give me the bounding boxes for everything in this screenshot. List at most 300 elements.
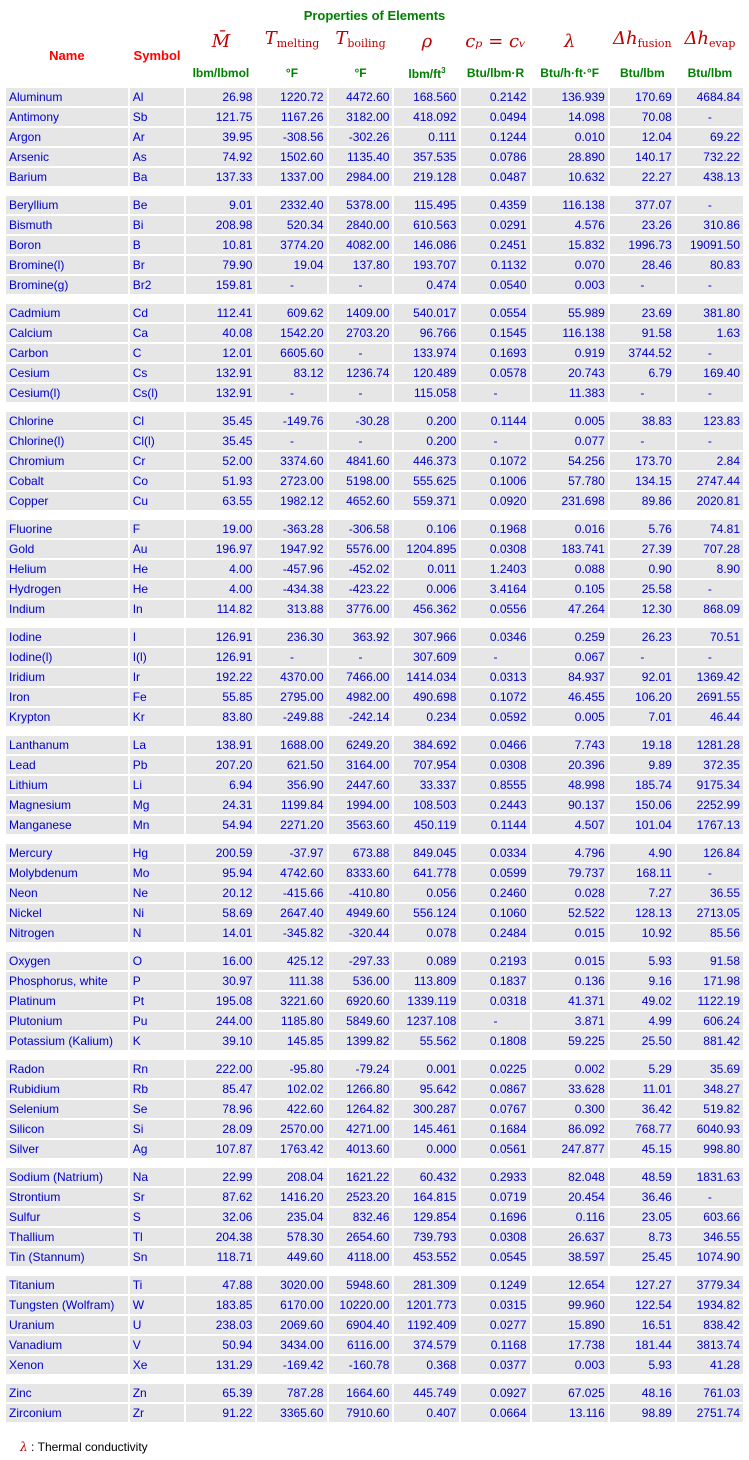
- table-row: [6, 1316, 743, 1334]
- table-row: [6, 708, 743, 726]
- cell-density: 453.552: [394, 1248, 459, 1266]
- cell-t-boiling: 673.88: [329, 844, 393, 862]
- cell-specific-heat: 0.1132: [461, 256, 529, 274]
- group-separator-cell: [6, 944, 743, 950]
- cell-name: Plutonium: [6, 1012, 128, 1030]
- cell-symbol: Cu: [130, 492, 185, 510]
- cell-t-melting: 422.60: [257, 1100, 326, 1118]
- cell-density: 540.017: [394, 304, 459, 322]
- cell-h-evap: 1369.42: [677, 668, 743, 686]
- cell-thermal-conductivity: 0.016: [532, 520, 608, 538]
- table-row: [6, 492, 743, 510]
- cell-thermal-conductivity: 3.871: [532, 1012, 608, 1030]
- cell-density: 0.056: [394, 884, 459, 902]
- header-t-boiling-symbol: T: [335, 28, 348, 49]
- header-h-evap-sub: evap: [709, 37, 736, 50]
- cell-symbol: Pu: [130, 1012, 185, 1030]
- cell-specific-heat: 0.0545: [461, 1248, 529, 1266]
- cell-symbol: Sr: [130, 1188, 185, 1206]
- cell-density: 0.407: [394, 1404, 459, 1422]
- cell-h-evap: 1767.13: [677, 816, 743, 834]
- cell-t-melting: 2647.40: [257, 904, 326, 922]
- cell-specific-heat: 0.0277: [461, 1316, 529, 1334]
- cell-thermal-conductivity: 0.028: [532, 884, 608, 902]
- cell-molar-mass: 14.01: [186, 924, 255, 942]
- cell-h-fusion: 0.90: [610, 560, 675, 578]
- header-h-evap-symbol: Δh: [684, 28, 710, 49]
- cell-specific-heat: 0.0767: [461, 1100, 529, 1118]
- cell-h-fusion: 106.20: [610, 688, 675, 706]
- cell-t-boiling: 4472.60: [329, 88, 393, 106]
- cell-t-melting: 3774.20: [257, 236, 326, 254]
- table-row: [6, 384, 743, 402]
- cell-name: Bismuth: [6, 216, 128, 234]
- cell-h-evap: 603.66: [677, 1208, 743, 1226]
- table-row: [6, 1060, 743, 1078]
- cell-h-fusion: 48.59: [610, 1168, 675, 1186]
- cell-thermal-conductivity: 17.738: [532, 1336, 608, 1354]
- cell-thermal-conductivity: 0.105: [532, 580, 608, 598]
- cell-h-evap: 3813.74: [677, 1336, 743, 1354]
- cell-density: 300.287: [394, 1100, 459, 1118]
- cell-t-boiling: 4841.60: [329, 452, 393, 470]
- cell-name: Platinum: [6, 992, 128, 1010]
- cell-molar-mass: 55.85: [186, 688, 255, 706]
- cell-molar-mass: 238.03: [186, 1316, 255, 1334]
- cell-molar-mass: 20.12: [186, 884, 255, 902]
- cell-t-melting: 1688.00: [257, 736, 326, 754]
- cell-specific-heat: 0.0346: [461, 628, 529, 646]
- cell-thermal-conductivity: 86.092: [532, 1120, 608, 1138]
- cell-h-evap: 438.13: [677, 168, 743, 186]
- cell-symbol: Kr: [130, 708, 185, 726]
- cell-molar-mass: 107.87: [186, 1140, 255, 1158]
- cell-thermal-conductivity: 4.576: [532, 216, 608, 234]
- cell-symbol: Mg: [130, 796, 185, 814]
- cell-molar-mass: 192.22: [186, 668, 255, 686]
- cell-symbol: V: [130, 1336, 185, 1354]
- cell-h-fusion: 48.16: [610, 1384, 675, 1402]
- cell-symbol: Cs: [130, 364, 185, 382]
- unit-molar-mass: lbm/lbmol: [186, 59, 255, 86]
- cell-symbol: Rb: [130, 1080, 185, 1098]
- table-row: [6, 992, 743, 1010]
- cell-h-evap: 126.84: [677, 844, 743, 862]
- cell-specific-heat: 0.0719: [461, 1188, 529, 1206]
- cell-symbol: Ba: [130, 168, 185, 186]
- cell-thermal-conductivity: 7.743: [532, 736, 608, 754]
- cell-t-boiling: 5198.00: [329, 472, 393, 490]
- cell-t-boiling: 4118.00: [329, 1248, 393, 1266]
- cell-symbol: Zn: [130, 1384, 185, 1402]
- cell-thermal-conductivity: 4.796: [532, 844, 608, 862]
- cell-molar-mass: 54.94: [186, 816, 255, 834]
- cell-density: 146.086: [394, 236, 459, 254]
- unit-density-exponent: 3: [441, 66, 446, 75]
- group-separator: [6, 1160, 743, 1166]
- cell-name: Nitrogen: [6, 924, 128, 942]
- table-row: [6, 364, 743, 382]
- cell-name: Aluminum: [6, 88, 128, 106]
- header-t-melting-symbol: T: [264, 28, 277, 49]
- cell-h-fusion: 5.93: [610, 952, 675, 970]
- unit-density-base: lbm/ft: [408, 67, 442, 81]
- cell-t-melting: 356.90: [257, 776, 326, 794]
- cell-density: 129.854: [394, 1208, 459, 1226]
- cell-specific-heat: 0.0592: [461, 708, 529, 726]
- cell-h-evap: 2713.05: [677, 904, 743, 922]
- cell-h-fusion: 19.18: [610, 736, 675, 754]
- header-density-symbol: ρ: [421, 30, 433, 52]
- cell-t-boiling: 6920.60: [329, 992, 393, 1010]
- cell-t-melting: 1337.00: [257, 168, 326, 186]
- cell-density: 0.011: [394, 560, 459, 578]
- group-separator: [6, 728, 743, 734]
- unit-specific-heat: Btu/lbm·R: [461, 59, 529, 86]
- cell-h-fusion: 5.29: [610, 1060, 675, 1078]
- cell-t-melting: 1416.20: [257, 1188, 326, 1206]
- cell-name: Lanthanum: [6, 736, 128, 754]
- cell-symbol: Pb: [130, 756, 185, 774]
- table-row: [6, 796, 743, 814]
- table-row: [6, 648, 743, 666]
- cell-specific-heat: 0.0308: [461, 756, 529, 774]
- cell-molar-mass: 91.22: [186, 1404, 255, 1422]
- cell-specific-heat: 0.1545: [461, 324, 529, 342]
- cell-density: 0.200: [394, 432, 459, 450]
- cell-thermal-conductivity: 0.015: [532, 924, 608, 942]
- cell-symbol: S: [130, 1208, 185, 1226]
- cell-density: 120.489: [394, 364, 459, 382]
- cell-h-evap: 123.83: [677, 412, 743, 430]
- cell-h-evap: 35.69: [677, 1060, 743, 1078]
- cell-t-melting: 520.34: [257, 216, 326, 234]
- cell-specific-heat: 0.8555: [461, 776, 529, 794]
- cell-molar-mass: 208.98: [186, 216, 255, 234]
- cell-name: Zirconium: [6, 1404, 128, 1422]
- cell-h-fusion: 38.83: [610, 412, 675, 430]
- cell-h-fusion: 98.89: [610, 1404, 675, 1422]
- cell-h-fusion: 28.46: [610, 256, 675, 274]
- unit-h-evap: Btu/lbm: [677, 59, 743, 86]
- unit-thermal-conductivity: Btu/h·ft·°F: [532, 59, 608, 86]
- cell-name: Chlorine: [6, 412, 128, 430]
- cell-h-fusion: 122.54: [610, 1296, 675, 1314]
- cell-thermal-conductivity: 0.088: [532, 560, 608, 578]
- cell-h-fusion: 140.17: [610, 148, 675, 166]
- cell-density: 849.045: [394, 844, 459, 862]
- cell-symbol: Br2: [130, 276, 185, 294]
- cell-h-evap: 1.63: [677, 324, 743, 342]
- group-separator-cell: [6, 188, 743, 194]
- table-row: [6, 88, 743, 106]
- footnote-text: : Thermal conductivity: [30, 1440, 148, 1454]
- cell-density: 307.609: [394, 648, 459, 666]
- cell-h-evap: 519.82: [677, 1100, 743, 1118]
- cell-h-evap: 868.09: [677, 600, 743, 618]
- cell-density: 0.001: [394, 1060, 459, 1078]
- cell-h-evap: -: [677, 580, 743, 598]
- cell-h-fusion: 70.08: [610, 108, 675, 126]
- cell-specific-heat: 0.0494: [461, 108, 529, 126]
- table-row: [6, 560, 743, 578]
- cell-h-evap: 2691.55: [677, 688, 743, 706]
- cell-specific-heat: 0.1144: [461, 816, 529, 834]
- cell-name: Uranium: [6, 1316, 128, 1334]
- cell-symbol: Mo: [130, 864, 185, 882]
- cell-t-melting: 6605.60: [257, 344, 326, 362]
- cell-h-evap: 1074.90: [677, 1248, 743, 1266]
- cell-specific-heat: 0.1808: [461, 1032, 529, 1050]
- cell-h-evap: 838.42: [677, 1316, 743, 1334]
- cell-h-evap: 19091.50: [677, 236, 743, 254]
- cell-h-evap: 3779.34: [677, 1276, 743, 1294]
- cell-thermal-conductivity: 0.002: [532, 1060, 608, 1078]
- cell-name: Strontium: [6, 1188, 128, 1206]
- cell-thermal-conductivity: 67.025: [532, 1384, 608, 1402]
- cell-thermal-conductivity: 55.989: [532, 304, 608, 322]
- cell-t-boiling: 2984.00: [329, 168, 393, 186]
- cell-t-boiling: -423.22: [329, 580, 393, 598]
- cell-molar-mass: 126.91: [186, 648, 255, 666]
- group-separator: [6, 620, 743, 626]
- cell-thermal-conductivity: 0.015: [532, 952, 608, 970]
- cell-specific-heat: 0.4359: [461, 196, 529, 214]
- cell-symbol: Fe: [130, 688, 185, 706]
- table-row: [6, 628, 743, 646]
- cell-thermal-conductivity: 46.455: [532, 688, 608, 706]
- cell-molar-mass: 244.00: [186, 1012, 255, 1030]
- cell-h-fusion: 5.93: [610, 1356, 675, 1374]
- cell-t-boiling: -: [329, 432, 393, 450]
- cell-specific-heat: -: [461, 648, 529, 666]
- cell-thermal-conductivity: 20.454: [532, 1188, 608, 1206]
- cell-specific-heat: 0.1244: [461, 128, 529, 146]
- table-row: [6, 472, 743, 490]
- cell-specific-heat: 0.0315: [461, 1296, 529, 1314]
- table-row: [6, 216, 743, 234]
- cell-t-boiling: -320.44: [329, 924, 393, 942]
- cell-symbol: B: [130, 236, 185, 254]
- cell-h-fusion: 12.04: [610, 128, 675, 146]
- cell-density: 1339.119: [394, 992, 459, 1010]
- group-separator-cell: [6, 620, 743, 626]
- cell-density: 0.368: [394, 1356, 459, 1374]
- cell-density: 219.128: [394, 168, 459, 186]
- cell-molar-mass: 16.00: [186, 952, 255, 970]
- cell-molar-mass: 28.09: [186, 1120, 255, 1138]
- cell-symbol: Cl: [130, 412, 185, 430]
- table-row: [6, 256, 743, 274]
- cell-name: Thallium: [6, 1228, 128, 1246]
- cell-t-boiling: 5576.00: [329, 540, 393, 558]
- cell-h-evap: 761.03: [677, 1384, 743, 1402]
- cell-specific-heat: 3.4164: [461, 580, 529, 598]
- cell-name: Hydrogen: [6, 580, 128, 598]
- cell-molar-mass: 39.10: [186, 1032, 255, 1050]
- cell-t-boiling: 7910.60: [329, 1404, 393, 1422]
- cell-h-fusion: 45.15: [610, 1140, 675, 1158]
- cell-symbol: Na: [130, 1168, 185, 1186]
- cell-name: Cesium: [6, 364, 128, 382]
- header-h-fusion: [610, 26, 675, 57]
- cell-name: Vanadium: [6, 1336, 128, 1354]
- cell-symbol: I: [130, 628, 185, 646]
- group-separator-cell: [6, 512, 743, 518]
- cell-t-boiling: -306.58: [329, 520, 393, 538]
- table-row: [6, 1228, 743, 1246]
- cell-t-melting: 102.02: [257, 1080, 326, 1098]
- cell-density: 108.503: [394, 796, 459, 814]
- cell-specific-heat: -: [461, 1012, 529, 1030]
- cell-molar-mass: 50.94: [186, 1336, 255, 1354]
- table-row: [6, 168, 743, 186]
- cell-specific-heat: 1.2403: [461, 560, 529, 578]
- cell-symbol: Li: [130, 776, 185, 794]
- cell-specific-heat: 0.2484: [461, 924, 529, 942]
- cell-density: 281.309: [394, 1276, 459, 1294]
- table-row: [6, 904, 743, 922]
- table-row: [6, 1012, 743, 1030]
- cell-specific-heat: 0.0308: [461, 1228, 529, 1246]
- cell-molar-mass: 10.81: [186, 236, 255, 254]
- cell-molar-mass: 87.62: [186, 1188, 255, 1206]
- cell-h-evap: 1281.28: [677, 736, 743, 754]
- table-row: [6, 276, 743, 294]
- cell-h-evap: 171.98: [677, 972, 743, 990]
- cell-t-boiling: 4013.60: [329, 1140, 393, 1158]
- cell-specific-heat: 0.1968: [461, 520, 529, 538]
- group-separator: [6, 512, 743, 518]
- cell-name: Helium: [6, 560, 128, 578]
- cell-thermal-conductivity: 26.637: [532, 1228, 608, 1246]
- cell-name: Zinc: [6, 1384, 128, 1402]
- cell-t-melting: 2069.60: [257, 1316, 326, 1334]
- table-row: [6, 520, 743, 538]
- cell-specific-heat: -: [461, 432, 529, 450]
- cell-density: 456.362: [394, 600, 459, 618]
- cell-molar-mass: 63.55: [186, 492, 255, 510]
- group-separator: [6, 1052, 743, 1058]
- cell-density: 0.474: [394, 276, 459, 294]
- cell-h-fusion: 9.89: [610, 756, 675, 774]
- cell-name: Selenium: [6, 1100, 128, 1118]
- cell-t-boiling: 6904.40: [329, 1316, 393, 1334]
- cell-h-evap: 2252.99: [677, 796, 743, 814]
- cell-t-melting: 83.12: [257, 364, 326, 382]
- cell-h-evap: -: [677, 196, 743, 214]
- cell-h-fusion: 173.70: [610, 452, 675, 470]
- unit-t-melting: °F: [257, 59, 326, 86]
- cell-symbol: N: [130, 924, 185, 942]
- table-row: [6, 688, 743, 706]
- cell-density: 739.793: [394, 1228, 459, 1246]
- cell-h-fusion: 36.46: [610, 1188, 675, 1206]
- cell-molar-mass: 26.98: [186, 88, 255, 106]
- cell-specific-heat: 0.1072: [461, 688, 529, 706]
- cell-name: Argon: [6, 128, 128, 146]
- group-separator-cell: [6, 1268, 743, 1274]
- cell-name: Carbon: [6, 344, 128, 362]
- cell-h-fusion: 25.58: [610, 580, 675, 598]
- cell-specific-heat: 0.1837: [461, 972, 529, 990]
- cell-t-boiling: 5849.60: [329, 1012, 393, 1030]
- cell-t-melting: 1199.84: [257, 796, 326, 814]
- header-thermal-conductivity: [532, 26, 608, 57]
- cell-h-fusion: 4.99: [610, 1012, 675, 1030]
- cell-molar-mass: 74.92: [186, 148, 255, 166]
- cell-h-fusion: 127.27: [610, 1276, 675, 1294]
- header-h-fusion-symbol: Δh: [613, 28, 638, 49]
- cell-name: Chlorine(l): [6, 432, 128, 450]
- cell-thermal-conductivity: 52.522: [532, 904, 608, 922]
- cell-symbol: Se: [130, 1100, 185, 1118]
- cell-specific-heat: 0.1696: [461, 1208, 529, 1226]
- cell-h-evap: -: [677, 1188, 743, 1206]
- cell-thermal-conductivity: 0.003: [532, 276, 608, 294]
- cell-t-boiling: 1664.60: [329, 1384, 393, 1402]
- cell-t-melting: -149.76: [257, 412, 326, 430]
- cell-t-melting: -: [257, 384, 326, 402]
- cell-h-evap: -: [677, 864, 743, 882]
- cell-thermal-conductivity: 33.628: [532, 1080, 608, 1098]
- cell-thermal-conductivity: 0.067: [532, 648, 608, 666]
- table-row: [6, 924, 743, 942]
- cell-t-melting: 208.04: [257, 1168, 326, 1186]
- cell-t-melting: 236.30: [257, 628, 326, 646]
- cell-name: Arsenic: [6, 148, 128, 166]
- cell-density: 555.625: [394, 472, 459, 490]
- cell-t-boiling: -79.24: [329, 1060, 393, 1078]
- cell-thermal-conductivity: 116.138: [532, 324, 608, 342]
- cell-t-melting: 4742.60: [257, 864, 326, 882]
- cell-density: 168.560: [394, 88, 459, 106]
- cell-t-boiling: 4082.00: [329, 236, 393, 254]
- cell-t-melting: 313.88: [257, 600, 326, 618]
- cell-t-boiling: 2447.60: [329, 776, 393, 794]
- cell-molar-mass: 47.88: [186, 1276, 255, 1294]
- cell-h-evap: 881.42: [677, 1032, 743, 1050]
- cell-thermal-conductivity: 15.890: [532, 1316, 608, 1334]
- cell-density: 445.749: [394, 1384, 459, 1402]
- cell-t-boiling: 2654.60: [329, 1228, 393, 1246]
- cell-t-melting: -: [257, 276, 326, 294]
- cell-t-melting: 1763.42: [257, 1140, 326, 1158]
- cell-specific-heat: 0.0334: [461, 844, 529, 862]
- group-separator-cell: [6, 836, 743, 842]
- cell-symbol: Ni: [130, 904, 185, 922]
- header-h-evap: [677, 26, 743, 57]
- cell-t-melting: 111.38: [257, 972, 326, 990]
- cell-h-fusion: 25.50: [610, 1032, 675, 1050]
- header-symbol: Symbol: [130, 26, 185, 86]
- cell-thermal-conductivity: 15.832: [532, 236, 608, 254]
- table-row: [6, 1168, 743, 1186]
- cell-specific-heat: 0.0318: [461, 992, 529, 1010]
- cell-t-melting: 1947.92: [257, 540, 326, 558]
- cell-h-fusion: 4.90: [610, 844, 675, 862]
- cell-density: 1201.773: [394, 1296, 459, 1314]
- cell-h-evap: 381.80: [677, 304, 743, 322]
- cell-h-fusion: 6.79: [610, 364, 675, 382]
- cell-t-melting: 3020.00: [257, 1276, 326, 1294]
- table-row: [6, 1356, 743, 1374]
- header-t-boiling: [329, 26, 393, 57]
- cell-h-fusion: 377.07: [610, 196, 675, 214]
- cell-t-boiling: 3164.00: [329, 756, 393, 774]
- group-separator: [6, 188, 743, 194]
- cell-t-melting: 1220.72: [257, 88, 326, 106]
